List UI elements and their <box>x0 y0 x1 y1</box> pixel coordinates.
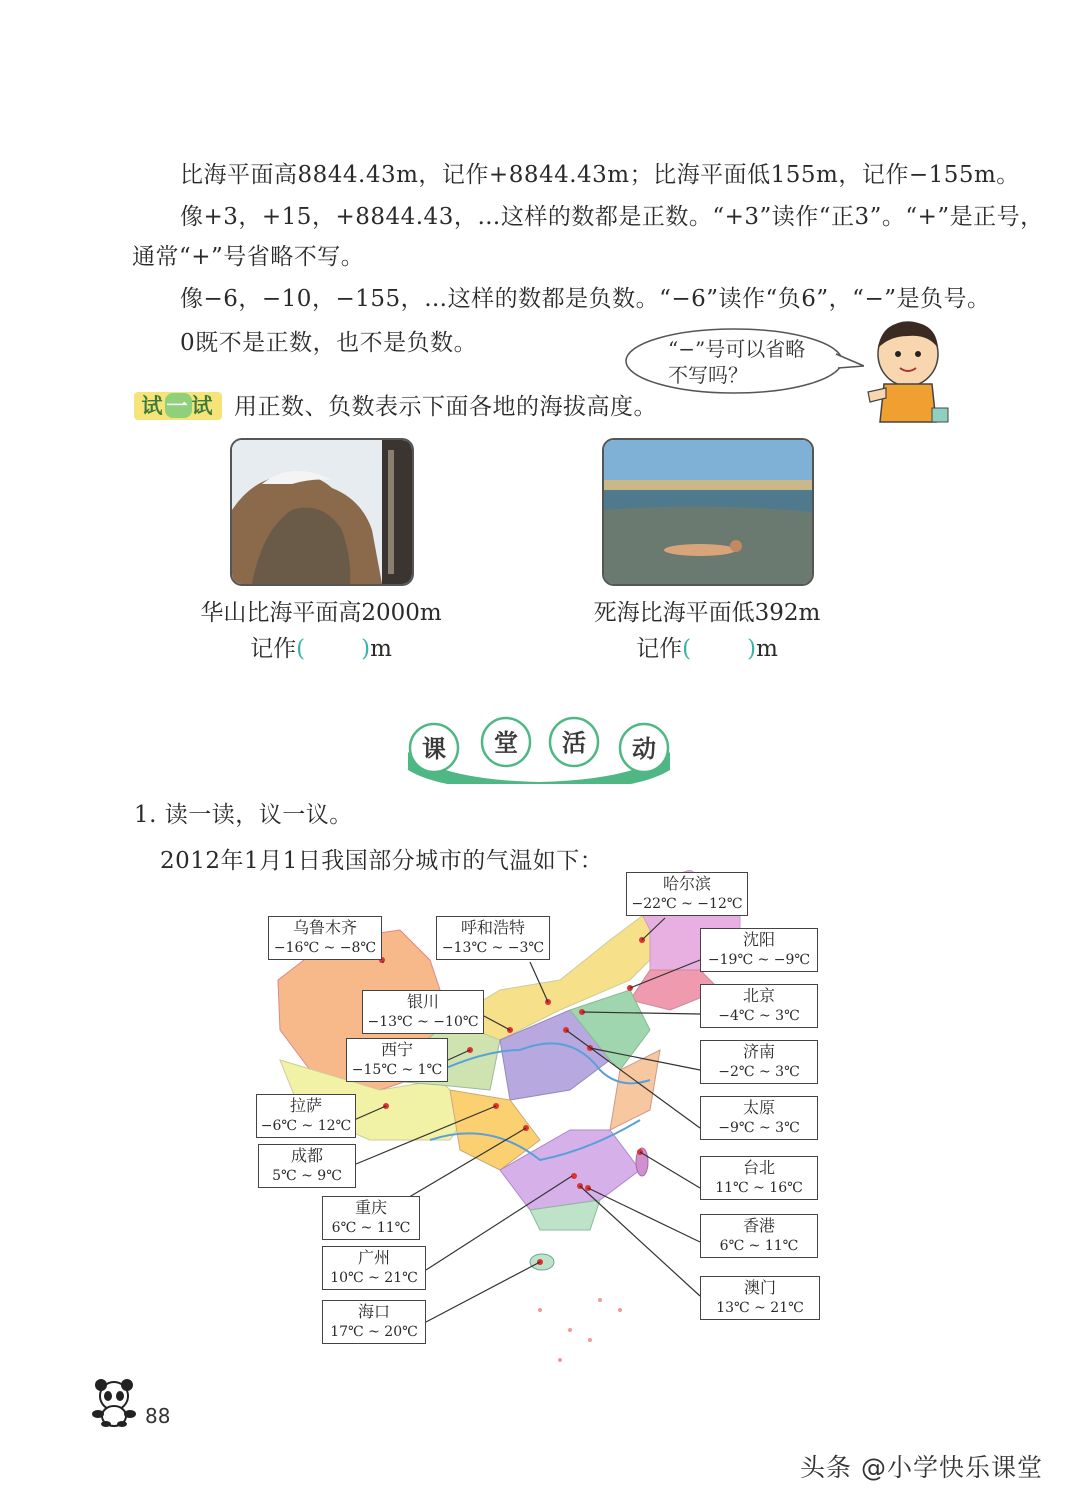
huashan-open-paren: ( <box>296 636 306 662</box>
banner-char-1: 课 <box>422 735 446 763</box>
huashan-unit: m <box>370 636 392 662</box>
city-name: 澳门 <box>743 1278 776 1297</box>
city-name: 成都 <box>290 1146 323 1165</box>
paragraph-positive-line2: 通常“+”号省略不写。 <box>132 244 365 270</box>
city-name: 拉萨 <box>289 1096 322 1115</box>
dead-sea-open-paren: ( <box>682 636 692 662</box>
paragraph-negative: 像−6，−10，−155，…这样的数都是负数。“−6”读作“负6”，“−”是负号。 <box>180 286 991 312</box>
dead-sea-record-prefix: 记作 <box>636 636 683 662</box>
city-label-hohhot <box>436 916 550 960</box>
city-temp: 6℃ ~ 11℃ <box>331 1220 411 1236</box>
dead-sea-caption: 死海比海平面低392m <box>593 600 821 626</box>
city-name: 呼和浩特 <box>460 918 525 937</box>
city-name: 哈尔滨 <box>662 874 711 893</box>
city-name: 沈阳 <box>742 930 775 949</box>
city-name: 香港 <box>742 1216 775 1235</box>
city-temp: 13℃ ~ 21℃ <box>716 1300 804 1316</box>
bubble-line2: 不写吗？ <box>668 363 748 387</box>
dead-sea-unit: m <box>756 636 778 662</box>
panda-icon <box>88 1378 140 1428</box>
city-temp: −2℃ ~ 3℃ <box>718 1064 800 1080</box>
city-temp: −13℃ ~ −3℃ <box>441 940 545 956</box>
city-name: 济南 <box>742 1042 775 1061</box>
city-label-shenyang <box>700 928 818 972</box>
city-temp: −9℃ ~ 3℃ <box>718 1120 800 1136</box>
city-temp: −4℃ ~ 3℃ <box>718 1008 800 1024</box>
try-badge-left: 试 <box>141 393 165 418</box>
city-label-yinchuan <box>362 990 484 1034</box>
city-label-xining <box>346 1038 448 1082</box>
city-label-harbin <box>626 872 748 916</box>
city-label-lhasa <box>256 1094 356 1138</box>
city-temp: −6℃ ~ 12℃ <box>260 1118 352 1134</box>
city-temp: 5℃ ~ 9℃ <box>272 1168 342 1184</box>
city-name: 太原 <box>742 1098 775 1117</box>
city-temp: −16℃ ~ −8℃ <box>273 940 377 956</box>
city-temp: −13℃ ~ −10℃ <box>367 1014 479 1030</box>
city-name: 海口 <box>357 1302 390 1321</box>
city-label-taiyuan <box>700 1096 818 1140</box>
city-temp: 11℃ ~ 16℃ <box>715 1180 803 1196</box>
huashan-close-paren: ) <box>361 636 371 662</box>
city-label-chongqing <box>322 1196 420 1240</box>
city-label-urumqi <box>268 916 382 960</box>
city-name: 乌鲁木齐 <box>292 918 357 937</box>
city-temp: 6℃ ~ 11℃ <box>719 1238 799 1254</box>
city-label-jinan <box>700 1040 818 1084</box>
page-number: 88 <box>145 1404 171 1428</box>
banner-char-4: 动 <box>632 735 656 763</box>
city-temp: 17℃ ~ 20℃ <box>330 1324 418 1340</box>
city-label-hongkong <box>700 1214 818 1258</box>
paragraph-altitude: 比海平面高8844.43m，记作+8844.43m；比海平面低155m，记作−155m。 <box>180 162 1020 188</box>
city-label-taipei <box>700 1156 818 1200</box>
try-badge-right: 试 <box>191 393 215 418</box>
activity-item-1: 1. 读一读，议一议。 <box>134 802 353 828</box>
dead-sea-close-paren: ) <box>747 636 757 662</box>
city-name: 台北 <box>742 1158 775 1177</box>
city-temp: −19℃ ~ −9℃ <box>707 952 811 968</box>
city-label-guangzhou <box>322 1246 426 1290</box>
city-temp: −15℃ ~ 1℃ <box>351 1062 443 1078</box>
try-badge-mid: 一 <box>166 393 190 418</box>
city-label-macau <box>700 1276 820 1320</box>
city-name: 北京 <box>742 986 775 1005</box>
huashan-record-prefix: 记作 <box>250 636 297 662</box>
city-name: 银川 <box>406 992 439 1011</box>
city-temp: −22℃ ~ −12℃ <box>631 896 743 912</box>
paragraph-positive-line1: 像+3，+15，+8844.43，…这样的数都是正数。“+3”读作“正3”。“+”是正号， <box>180 204 1044 230</box>
banner-char-3: 活 <box>562 729 586 757</box>
bubble-line1: “−”号可以省略 <box>668 337 806 361</box>
try-it-instruction: 用正数、负数表示下面各地的海拔高度。 <box>234 394 657 420</box>
city-label-chengdu <box>258 1144 356 1188</box>
banner-char-2: 堂 <box>494 729 518 757</box>
city-name: 重庆 <box>354 1198 387 1217</box>
huashan-caption: 华山比海平面高2000m <box>200 600 442 626</box>
city-label-haikou <box>322 1300 426 1344</box>
activity-intro: 2012年1月1日我国部分城市的气温如下： <box>160 848 604 874</box>
city-temp: 10℃ ~ 21℃ <box>330 1270 418 1286</box>
watermark-text: 头条 @小学快乐课堂 <box>800 1453 1043 1482</box>
city-label-beijing <box>700 984 818 1028</box>
city-name: 西宁 <box>380 1040 413 1059</box>
city-name: 广州 <box>357 1248 390 1267</box>
paragraph-zero: 0既不是正数，也不是负数。 <box>180 330 478 356</box>
